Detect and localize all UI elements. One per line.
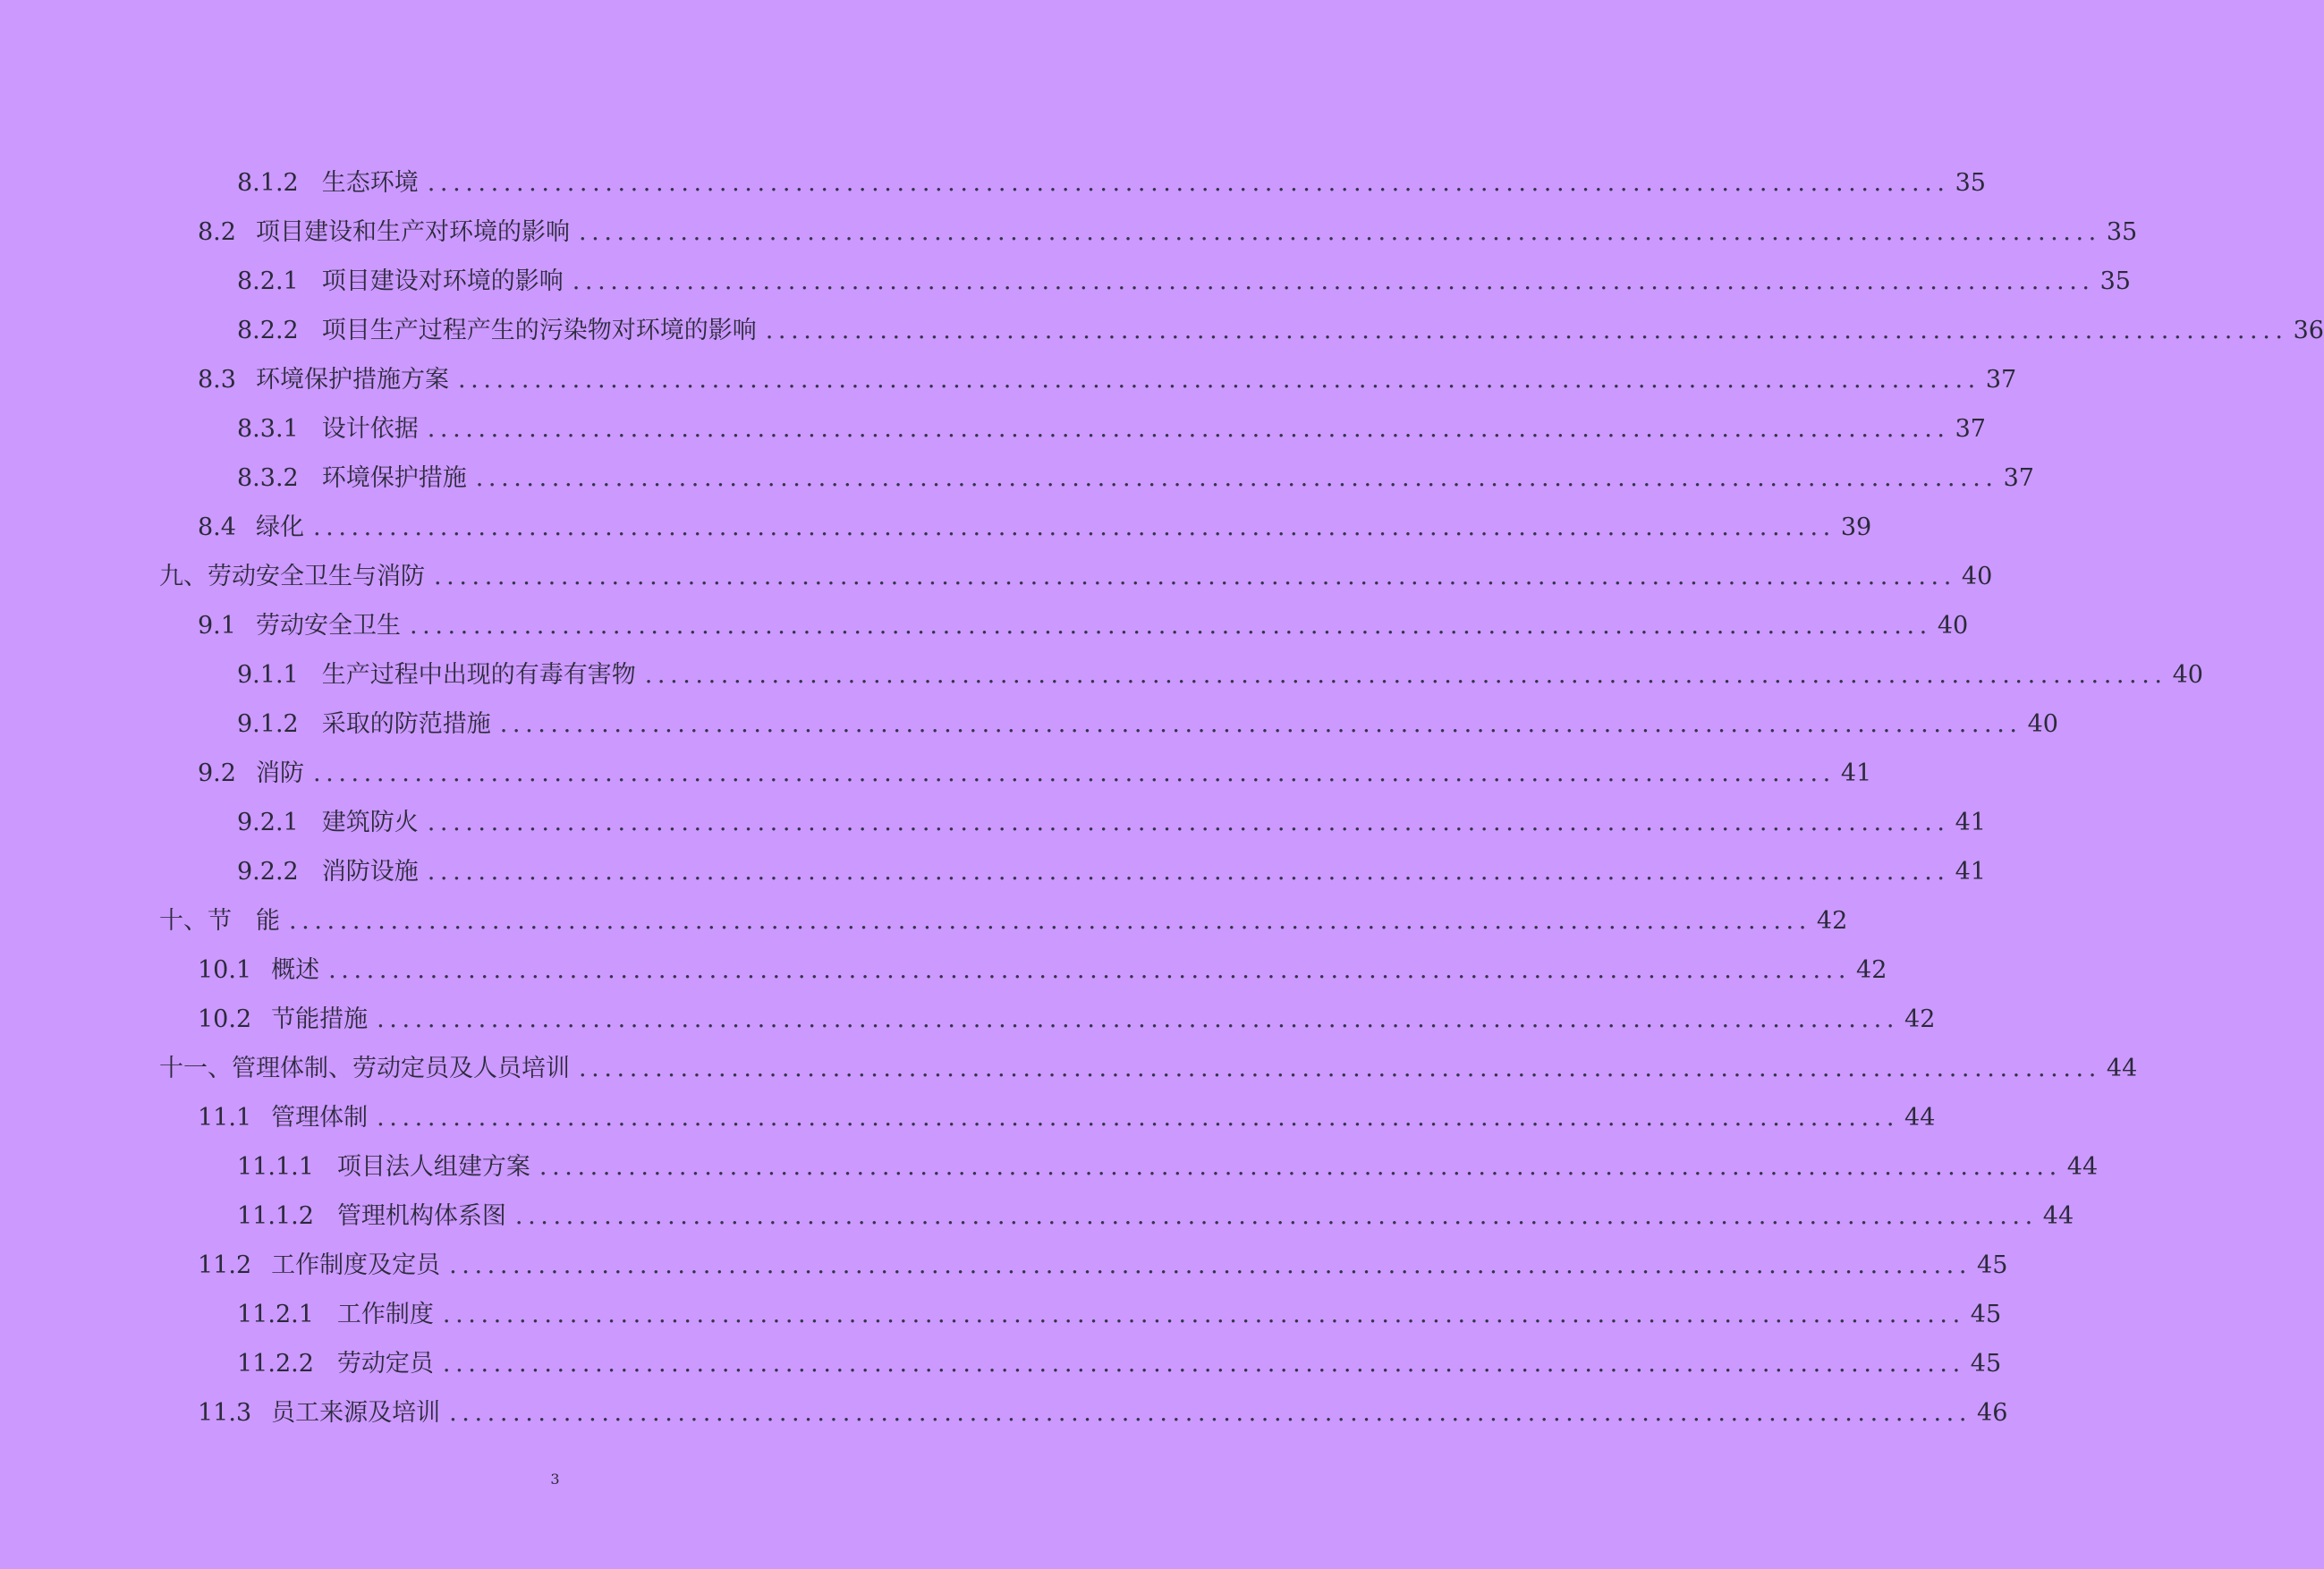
toc-entry[interactable] (0, 158, 1986, 208)
toc-entry-number: 11.2.1 (237, 1301, 314, 1328)
toc-entry-page: 41 (1955, 809, 1986, 836)
toc-entry[interactable] (0, 208, 2138, 257)
toc-entry-title: 概述 (271, 956, 320, 984)
toc-entry-number: 11.1.2 (237, 1202, 314, 1230)
toc-entry[interactable] (0, 798, 1986, 847)
toc-dot-leader: ........................................................................................................................ (377, 1104, 1900, 1132)
toc-entry-number: 8.3.2 (237, 464, 299, 492)
toc-entry[interactable] (0, 896, 1848, 946)
toc-entry-number: 11.2.2 (237, 1350, 314, 1378)
toc-entry[interactable] (0, 1093, 1936, 1142)
toc-entry[interactable] (0, 1339, 2002, 1388)
toc-entry-page: 35 (1955, 169, 1986, 197)
toc-entry-title: 生产过程中出现的有毒有害物 (321, 661, 636, 689)
toc-dot-leader: ........................................................................................................................ (409, 612, 1932, 640)
toc-entry-number: 11.1.1 (237, 1153, 314, 1181)
toc-entry-number: 10.2 (198, 1005, 252, 1033)
toc-entry-title: 十一、管理体制、劳动定员及人员培训 (159, 1055, 570, 1082)
toc-entry-page: 35 (2099, 267, 2131, 295)
toc-entry[interactable] (0, 1241, 2008, 1290)
toc-entry-page: 40 (1937, 612, 1969, 640)
toc-dot-leader: ........................................................................................................................ (289, 907, 1811, 935)
toc-dot-leader: ........................................................................................................................ (539, 1153, 2062, 1181)
toc-dot-leader: ........................................................................................................................ (427, 415, 1950, 443)
toc-dot-leader: ........................................................................................................................ (328, 956, 1852, 984)
toc-entry-page: 37 (2003, 464, 2034, 492)
toc-dot-leader: ........................................................................................................................ (514, 1202, 2038, 1230)
toc-entry-page: 39 (1840, 513, 1872, 541)
toc-entry-page: 45 (1977, 1251, 2008, 1279)
toc-dot-leader: ........................................................................................................................ (572, 267, 2095, 295)
toc-entry-title: 节能措施 (271, 1005, 369, 1033)
toc-entry-number: 9.1.2 (237, 710, 299, 738)
toc-entry-number: 8.3 (198, 366, 236, 394)
toc-entry[interactable] (0, 404, 1986, 454)
toc-entry-page: 41 (1840, 759, 1872, 787)
toc-entry-page: 44 (2042, 1202, 2074, 1230)
toc-dot-leader: ........................................................................................................................ (312, 513, 1836, 541)
toc-entry[interactable] (0, 503, 1872, 552)
toc-entry-page: 44 (2106, 1055, 2138, 1082)
toc-entry[interactable] (0, 1388, 2008, 1438)
toc-entry-title: 项目建设和生产对环境的影响 (255, 218, 570, 246)
toc-entry-number: 11.3 (198, 1399, 252, 1427)
toc-dot-leader: ........................................................................................................................ (427, 169, 1950, 197)
toc-entry-number: 9.1 (198, 612, 236, 640)
toc-entry-page: 46 (1977, 1399, 2008, 1427)
toc-entry-page: 41 (1955, 858, 1986, 886)
toc-entry-page: 40 (2027, 710, 2058, 738)
toc-dot-leader: ........................................................................................................................ (499, 710, 2023, 738)
toc-dot-leader: ........................................................................................................................ (578, 218, 2101, 246)
toc-dot-leader: ........................................................................................................................ (442, 1350, 1965, 1378)
toc-entry[interactable] (0, 257, 2131, 306)
toc-entry-title: 环境保护措施方案 (255, 366, 449, 394)
toc-entry[interactable] (0, 847, 1986, 896)
toc-entry-page: 42 (1904, 1005, 1936, 1033)
toc-entry-title: 消防设施 (321, 858, 419, 886)
toc-entry-title: 员工来源及培训 (271, 1399, 441, 1427)
toc-entry-title: 项目法人组建方案 (336, 1153, 530, 1181)
toc-entry[interactable] (0, 995, 1936, 1044)
toc-entry-title: 生态环境 (321, 169, 419, 197)
toc-entry-title: 十、节 能 (159, 907, 280, 935)
toc-entry-page: 40 (1961, 563, 1993, 590)
toc-entry-title: 绿化 (255, 513, 304, 541)
toc-entry-number: 11.1 (198, 1104, 252, 1132)
toc-entry-number: 9.2.1 (237, 809, 299, 836)
toc-entry[interactable] (0, 1192, 2074, 1241)
toc-entry-page: 40 (2172, 661, 2203, 689)
toc-dot-leader: ........................................................................................................................ (377, 1005, 1900, 1033)
toc-entry[interactable] (0, 1044, 2138, 1093)
toc-entry-number: 8.3.1 (237, 415, 299, 443)
toc-entry-title: 采取的防范措施 (321, 710, 491, 738)
toc-entry[interactable] (0, 1290, 2002, 1339)
toc-entry-title: 工作制度 (336, 1301, 434, 1328)
toc-entry-title: 消防 (255, 759, 304, 787)
toc-entry-title: 工作制度及定员 (271, 1251, 441, 1279)
toc-dot-leader: ........................................................................................................................ (475, 464, 1998, 492)
toc-entry-title: 劳动定员 (336, 1350, 434, 1378)
toc-entry[interactable] (0, 552, 1993, 601)
toc-entry-title: 环境保护措施 (321, 464, 467, 492)
page-number: 3 (550, 1471, 560, 1488)
toc-entry-page: 36 (2293, 317, 2324, 344)
toc-entry-title: 劳动安全卫生 (255, 612, 401, 640)
toc-entry-number: 8.2 (198, 218, 236, 246)
toc-dot-leader: ........................................................................................................................ (427, 858, 1950, 886)
toc-entry-number: 10.1 (198, 956, 252, 984)
toc-entry-number: 8.2.1 (237, 267, 299, 295)
toc-entry-page: 35 (2106, 218, 2138, 246)
toc-entry-page: 42 (1856, 956, 1887, 984)
toc-entry-page: 45 (1970, 1301, 2002, 1328)
toc-entry-title: 项目建设对环境的影响 (321, 267, 564, 295)
toc-dot-leader: ........................................................................................................................ (442, 1301, 1965, 1328)
toc-dot-leader: ........................................................................................................................ (427, 809, 1950, 836)
toc-dot-leader: ........................................................................................................................ (457, 366, 1980, 394)
toc-entry[interactable] (0, 700, 2058, 749)
toc-entry[interactable] (0, 454, 2034, 503)
toc-entry[interactable] (0, 601, 1969, 650)
toc-dot-leader: ........................................................................................................................ (579, 1055, 2101, 1082)
toc-entry-title: 九、劳动安全卫生与消防 (159, 563, 425, 590)
table-of-contents (0, 158, 2324, 1438)
toc-entry-number: 9.2.2 (237, 858, 299, 886)
toc-entry[interactable] (0, 946, 1887, 995)
toc-entry-title: 管理机构体系图 (336, 1202, 506, 1230)
toc-entry-page: 37 (1985, 366, 2017, 394)
toc-entry-page: 45 (1970, 1350, 2002, 1378)
toc-entry-number: 8.2.2 (237, 317, 299, 344)
toc-entry[interactable] (0, 749, 1872, 798)
toc-entry-page: 44 (2066, 1153, 2099, 1181)
toc-entry-title: 项目生产过程产生的污染物对环境的影响 (321, 317, 757, 344)
toc-entry-title: 建筑防火 (321, 809, 419, 836)
toc-entry[interactable] (0, 1142, 2099, 1192)
toc-dot-leader: ........................................................................................................................ (449, 1399, 1972, 1427)
toc-entry-title: 设计依据 (321, 415, 419, 443)
toc-entry-number: 8.1.2 (237, 169, 299, 197)
toc-entry-number: 9.2 (198, 759, 236, 787)
toc-entry-page: 37 (1955, 415, 1986, 443)
toc-entry-number: 9.1.1 (237, 661, 299, 689)
toc-entry-number: 11.2 (198, 1251, 252, 1279)
toc-dot-leader: ........................................................................................................................ (449, 1251, 1972, 1279)
toc-dot-leader: ........................................................................................................................ (644, 661, 2167, 689)
toc-dot-leader: ........................................................................................................................ (312, 759, 1836, 787)
toc-entry-page: 42 (1816, 907, 1848, 935)
toc-dot-leader: ........................................................................................................................ (434, 563, 1956, 590)
toc-entry-title: 管理体制 (271, 1104, 369, 1132)
toc-entry-page: 44 (1904, 1104, 1936, 1132)
toc-dot-leader: ........................................................................................................................ (765, 317, 2288, 344)
toc-entry[interactable] (0, 355, 2017, 404)
toc-entry[interactable] (0, 306, 2324, 355)
toc-entry-number: 8.4 (198, 513, 236, 541)
toc-entry[interactable] (0, 650, 2203, 700)
